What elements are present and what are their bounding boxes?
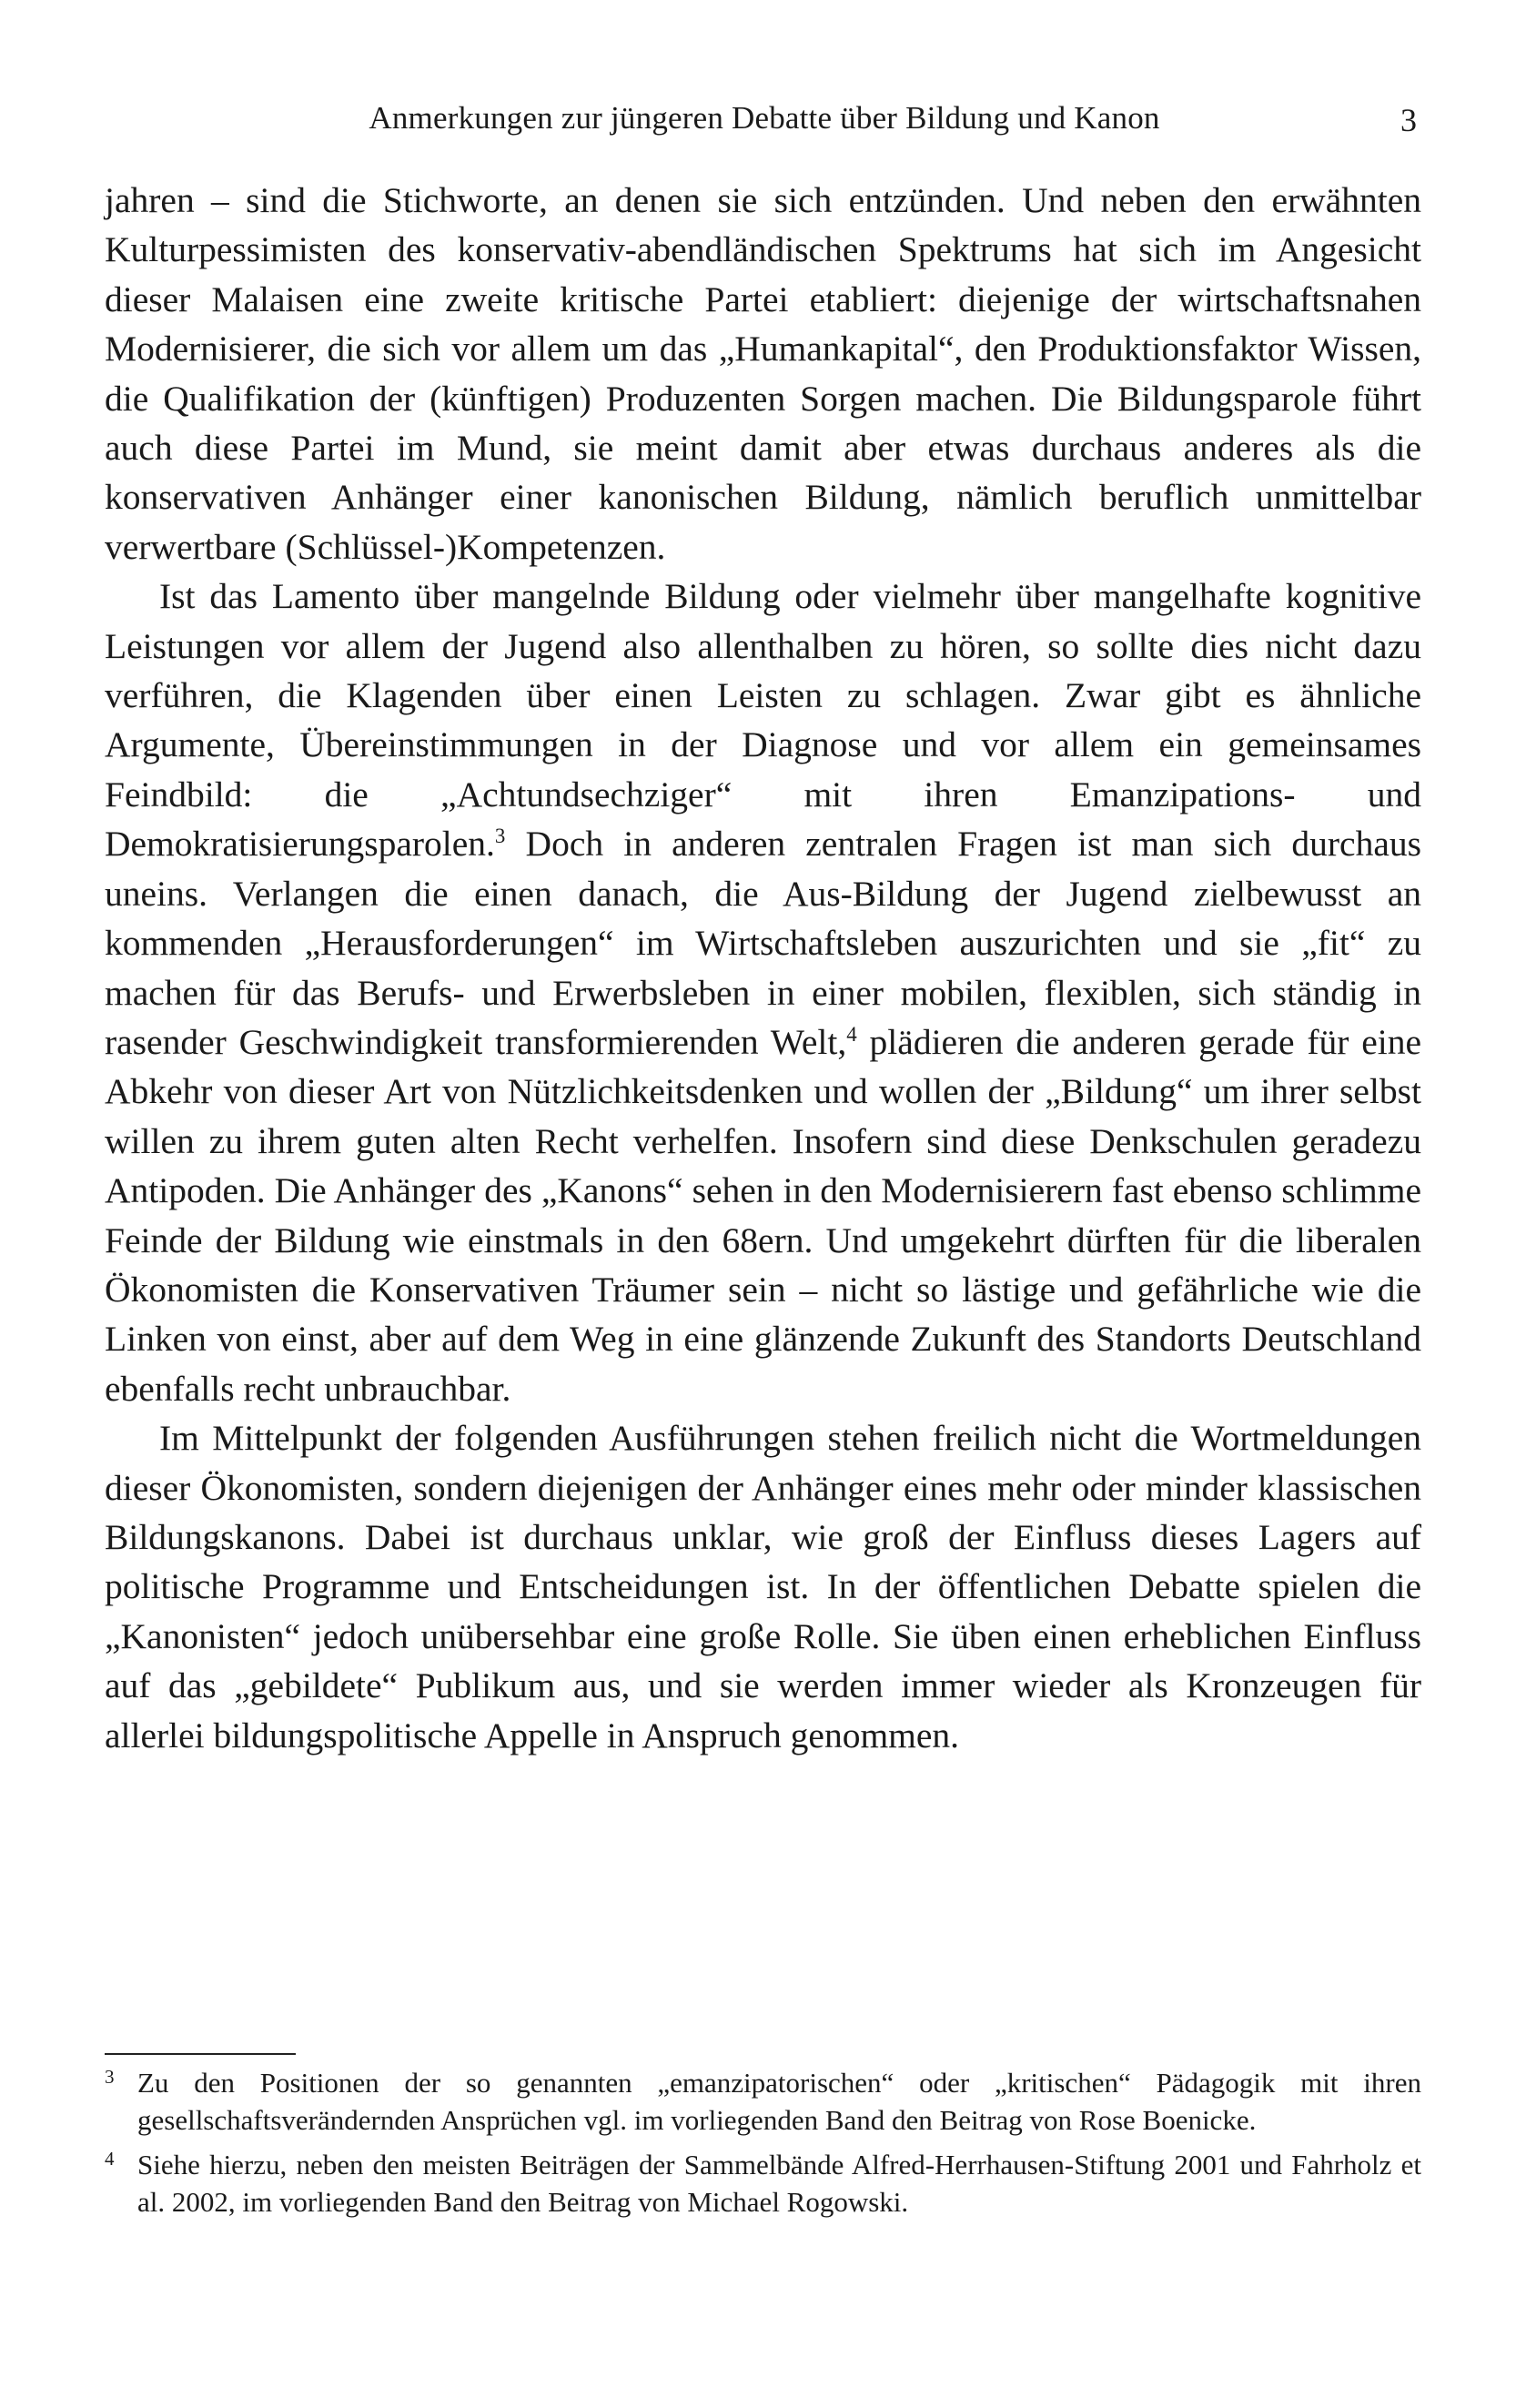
footnote-number: 4	[105, 2148, 115, 2170]
footnote-4	[105, 2146, 1421, 2221]
footnote-text: Zu den Positionen der so genannten „emanzipatorischen“ oder „kritischen“ Pädagogik mit ihren gesellschaftsverändernden Ansprüchen vgl. im vorliegenden Band den Beitrag von Rose Boenicke.	[137, 2067, 1421, 2136]
body-text	[105, 176, 1421, 1760]
paragraph-2-part-b: Doch in anderen zentralen Fragen ist man sich durchaus uneins. Verlangen die einen danach, die Aus-Bildung der Jugend zielbewusst an kommenden „Herausforderungen“ im Wirtschaftsleben auszurichten und sie „fit“ zu machen für das Berufs- und Erwerbsleben in einer mobilen, flexiblen, sich ständig in rasender Geschwindigkeit transformierenden Welt,	[105, 824, 1421, 1062]
paragraph-3: Im Mittelpunkt der folgenden Ausführungen stehen freilich nicht die Wortmeldungen dieser Ökonomisten, sondern diejenigen der Anhänger eines mehr oder minder klassischen Bildungskanons. Dabei ist durchaus unklar, wie groß der Einfluss dieses Lagers auf politische Programme und Entscheidungen ist. In der öffentlichen Debatte spielen die „Kanonisten“ jedoch unübersehbar eine große Rolle. Sie üben einen erheblichen Einfluss auf das „gebildete“ Publikum aus, und sie werden immer wieder als Kronzeugen für allerlei bildungspolitische Appelle in Anspruch genommen.	[105, 1418, 1421, 1755]
paragraph-1: jahren – sind die Stichworte, an denen sie sich entzünden. Und neben den erwähnten Kulturpessimisten des konservativ-abendländischen Spektrums hat sich im Angesicht dieser Malaisen eine zweite kritische Partei etabliert: diejenige der wirtschaftsnahen Modernisierer, die sich vor allem um das „Humankapital“, den Produktionsfaktor Wissen, die Qualifikation der (künftigen) Produzenten Sorgen machen. Die Bildungsparole führt auch diese Partei im Mund, sie meint damit aber etwas durchaus anderes als die konservativen Anhänger einer kanonischen Bildung, nämlich beruflich unmittelbar verwertbare (Schlüssel-)Kompetenzen.	[105, 180, 1421, 567]
footnote-reference-4: 4	[846, 1022, 857, 1046]
footnote-separator	[105, 2053, 296, 2055]
running-header	[105, 98, 1424, 138]
footnotes	[105, 2064, 1421, 2228]
paragraph-2	[105, 572, 1421, 1413]
paragraph-2-part-c: plädieren die anderen gerade für eine Abkehr von dieser Art von Nützlichkeitsdenken und wollen der „Bildung“ um ihrer selbst willen zu ihrem guten alten Recht verhelfen. Insofern sind diese Denkschulen geradezu Antipoden. Die Anhänger des „Kanons“ sehen in den Modernisierern fast ebenso schlimme Feinde der Bildung wie einstmals in den 68ern. Und umgekehrt dürften für die liberalen Ökonomisten die Konservativen Träumer sein – nicht so lästige und gefährliche wie die Linken von einst, aber auf dem Weg in eine glänzende Zukunft des Standorts Deutschland ebenfalls recht unbrauchbar.	[105, 1021, 1421, 1409]
paragraph-2-part-a: Ist das Lamento über mangelnde Bildung oder vielmehr über mangelhafte kognitive Leistungen vor allem der Jugend also allenthalben zu hören, so sollte dies nicht dazu verführen, die Klagenden über einen Leisten zu schlagen. Zwar gibt es ähnliche Argumente, Übereinstimmungen in der Diagnose und vor allem ein gemeinsames Feindbild: die „Achtundsechziger“ mit ihren Emanzipations- und Demokratisierungsparolen.	[105, 576, 1421, 865]
footnote-number: 3	[105, 2066, 115, 2088]
footnote-reference-3: 3	[494, 825, 506, 848]
page-number: 3	[1400, 102, 1417, 138]
running-header-title: Anmerkungen zur jüngeren Debatte über Bildung und Kanon	[369, 100, 1160, 136]
footnote-text: Siehe hierzu, neben den meisten Beiträgen der Sammelbände Alfred-Herrhausen-Stiftung 2001 und Fahrholz et al. 2002, im vorliegenden Band den Beitrag von Michael Rogowski.	[137, 2149, 1421, 2218]
footnote-3	[105, 2064, 1421, 2139]
